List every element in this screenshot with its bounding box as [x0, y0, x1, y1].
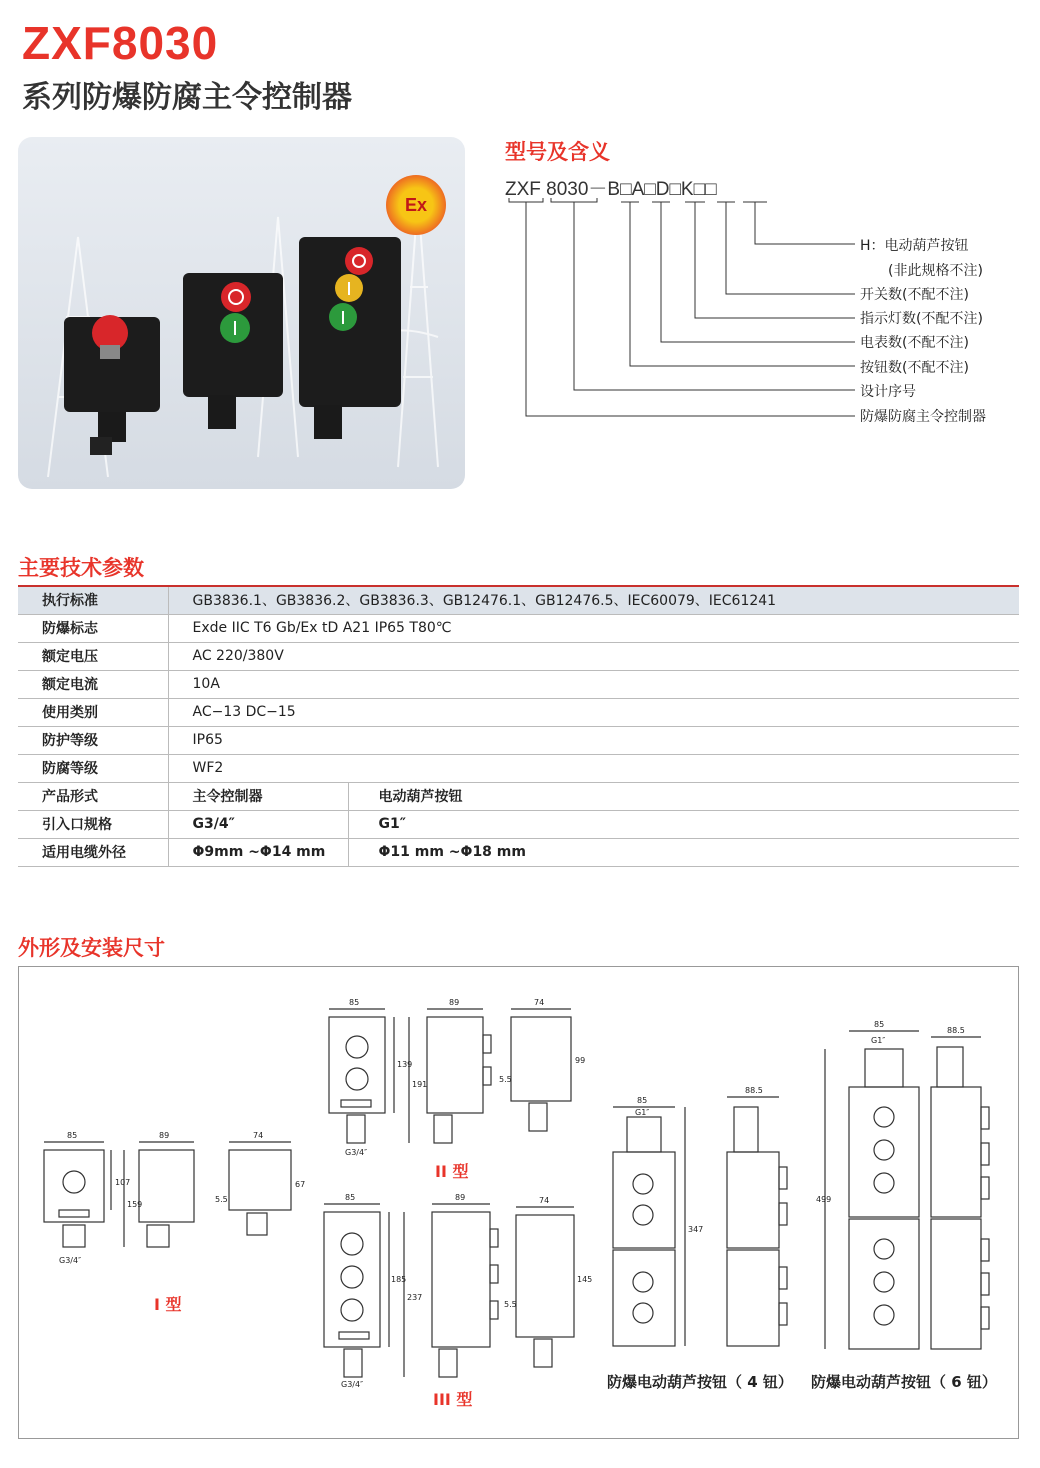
hoist-6-label: 防爆电动葫芦按钮（ 6 钮） [811, 1373, 997, 1391]
dim-text: 89 [455, 1193, 466, 1202]
dim-text: 237 [407, 1293, 423, 1302]
spec-value: Exde IIC T6 Gb/Ex tD A21 IP65 T80℃ [168, 614, 1019, 642]
spec-value: IP65 [168, 726, 1019, 754]
dim-text: 74 [253, 1131, 264, 1140]
spec-value-2: 电动葫芦按钮 [348, 782, 1019, 810]
dimension-svg [19, 967, 1020, 1440]
hoist-4-label: 防爆电动葫芦按钮（ 4 钮） [607, 1373, 793, 1391]
meaning-label-design: 设计序号 [860, 384, 916, 400]
meaning-lines [505, 196, 865, 426]
table-row [18, 698, 1019, 726]
dim-text: 89 [159, 1131, 170, 1140]
table-row [18, 586, 1019, 614]
spec-key: 额定电压 [18, 642, 168, 670]
dim-text: 85 [874, 1020, 885, 1029]
spec-value: G3/4″ [168, 810, 348, 838]
spec-value: AC−13 DC−15 [168, 698, 1019, 726]
meaning-label-lamp: 指示灯数(不配不注) [860, 311, 983, 327]
table-row [18, 670, 1019, 698]
dim-text: 85 [349, 998, 360, 1007]
dim-text: 347 [688, 1225, 704, 1234]
spec-value-2: G1″ [348, 810, 1019, 838]
spec-key: 适用电缆外径 [18, 838, 168, 866]
spec-key: 执行标准 [18, 586, 168, 614]
ex-badge-text: Ex [404, 194, 428, 215]
dim-text: 67 [295, 1180, 306, 1189]
spec-key: 引入口规格 [18, 810, 168, 838]
meaning-label-h: H：电动葫芦按钮 [860, 238, 969, 254]
dim-text: 191 [412, 1080, 428, 1089]
table-row [18, 726, 1019, 754]
spec-value: Φ9mm ~Φ14 mm [168, 838, 348, 866]
dim-text: 85 [345, 1193, 356, 1202]
product-subtitle: 系列防爆防腐主令控制器 [22, 80, 352, 115]
spec-value: AC 220/380V [168, 642, 1019, 670]
dim-text: 145 [577, 1275, 593, 1284]
dim-text: G1″ [871, 1036, 886, 1045]
dim-text: G1″ [635, 1108, 650, 1117]
table-row [18, 838, 1019, 866]
dim-text: 74 [539, 1196, 550, 1205]
dim-text: 499 [816, 1195, 832, 1204]
dim-text: 5.5 [215, 1195, 228, 1204]
table-row [18, 642, 1019, 670]
meaning-label-button: 按钮数(不配不注) [860, 360, 969, 376]
dim-text: G3/4″ [59, 1256, 82, 1265]
meaning-label-note: (非此规格不注) [888, 263, 983, 279]
specs-title: 主要技术参数 [18, 556, 144, 580]
meaning-label-meter: 电表数(不配不注) [860, 335, 969, 351]
dim-text: 88.5 [745, 1086, 763, 1095]
table-row [18, 754, 1019, 782]
spec-value: 主令控制器 [168, 782, 348, 810]
dim-text: 5.5 [504, 1300, 517, 1309]
dim-text: 74 [534, 998, 545, 1007]
spec-value: WF2 [168, 754, 1019, 782]
meaning-label-switch: 开关数(不配不注) [860, 287, 969, 303]
table-row [18, 782, 1019, 810]
type-3-label: III 型 [433, 1390, 473, 1409]
dim-text: 85 [637, 1096, 648, 1105]
spec-value: GB3836.1、GB3836.2、GB3836.3、GB12476.1、GB12476.5、IEC60079、IEC61241 [168, 586, 1019, 614]
ex-badge [386, 175, 446, 235]
spec-value-2: Φ11 mm ~Φ18 mm [348, 838, 1019, 866]
dim-text: 159 [127, 1200, 143, 1209]
product-model-title: ZXF8030 [22, 17, 219, 69]
table-row [18, 614, 1019, 642]
dim-text: 88.5 [947, 1026, 965, 1035]
dim-text: G3/4″ [341, 1380, 364, 1389]
dim-text: 89 [449, 998, 460, 1007]
meaning-title: 型号及含义 [505, 140, 610, 164]
spec-value: 10A [168, 670, 1019, 698]
type-2-label: II 型 [435, 1162, 469, 1181]
spec-key: 防爆标志 [18, 614, 168, 642]
dimension-drawings [18, 966, 1019, 1439]
type-1-label: I 型 [154, 1295, 182, 1314]
spec-key: 额定电流 [18, 670, 168, 698]
table-row [18, 810, 1019, 838]
dim-text: 139 [397, 1060, 413, 1069]
dim-text: 85 [67, 1131, 78, 1140]
dim-text: 185 [391, 1275, 407, 1284]
meaning-label-product: 防爆防腐主令控制器 [860, 409, 986, 425]
dim-text: G3/4″ [345, 1148, 368, 1157]
spec-key: 防腐等级 [18, 754, 168, 782]
dim-text: 107 [115, 1178, 131, 1187]
model-code: ZXF 8030－B□A□D□K□□ [505, 179, 717, 200]
spec-key: 使用类别 [18, 698, 168, 726]
product-photo [18, 137, 465, 489]
spec-key: 产品形式 [18, 782, 168, 810]
spec-key: 防护等级 [18, 726, 168, 754]
dim-text: 5.5 [499, 1075, 512, 1084]
dims-title: 外形及安装尺寸 [18, 936, 165, 960]
dim-text: 99 [575, 1056, 586, 1065]
specs-table [18, 585, 1019, 867]
